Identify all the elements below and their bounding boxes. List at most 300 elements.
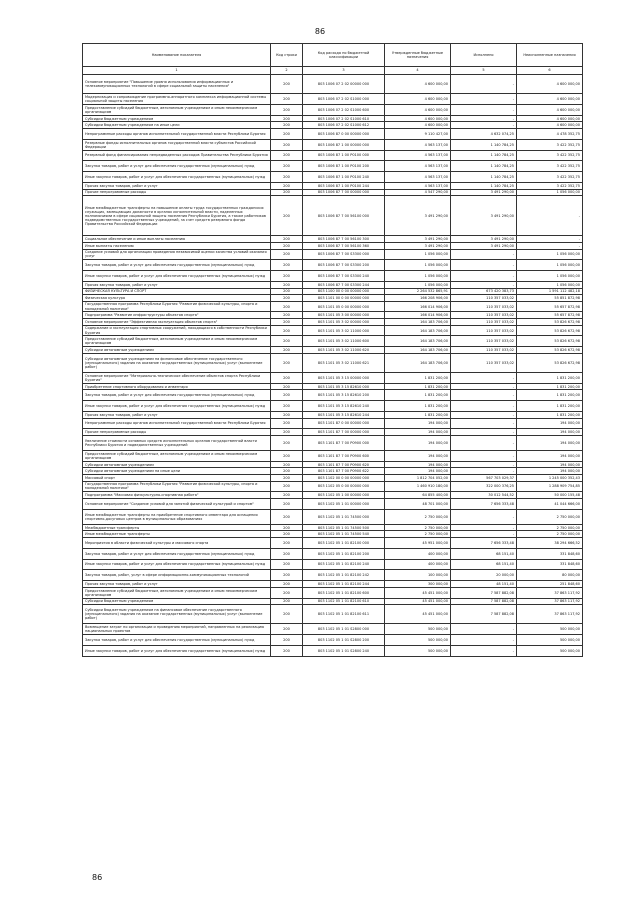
row-approved-value: 300 000,00: [385, 581, 451, 588]
row-line-code: 200: [271, 182, 303, 189]
row-executed-value: -: [451, 461, 517, 468]
row-line-code: 200: [271, 295, 303, 302]
table-row: [83, 383, 583, 390]
row-line-code: 200: [271, 605, 303, 624]
row-remaining-value: 37 863 117,92: [517, 598, 583, 605]
row-remaining-value: 1 056 000,00: [517, 281, 583, 288]
row-budget-code: 803 1102 05 1 01 82100 240: [303, 559, 385, 570]
row-name: Иные выплаты населению: [83, 242, 271, 249]
row-executed-value: 68 151,40: [451, 548, 517, 559]
row-line-code: 200: [271, 587, 303, 598]
row-executed-value: 1 140 784,25: [451, 161, 517, 172]
row-approved-value: 194 000,00: [385, 461, 451, 468]
row-executed-value: -: [451, 271, 517, 282]
table-row: [83, 75, 583, 94]
row-budget-code: 803 1101 05 3 15 82610 244: [303, 412, 385, 419]
row-executed-value: 110 357 033,02: [451, 336, 517, 347]
row-name: Резервный фонд финансирования непредвиденных расходов Правительства Республики Бурятия: [83, 150, 271, 161]
row-executed-value: -: [451, 401, 517, 412]
row-remaining-value: 3 422 352,75: [517, 139, 583, 150]
row-executed-value: 1 140 784,25: [451, 182, 517, 189]
row-approved-value: 4 563 137,00: [385, 150, 451, 161]
row-approved-value: 500 000,00: [385, 635, 451, 646]
table-row: [83, 559, 583, 570]
table-row: [83, 468, 583, 475]
row-remaining-value: 3 422 352,75: [517, 182, 583, 189]
row-line-code: 200: [271, 281, 303, 288]
row-line-code: 200: [271, 498, 303, 509]
table-row: [83, 635, 583, 646]
table-row: [83, 271, 583, 282]
row-executed-value: 673 420 383,73: [451, 288, 517, 295]
row-remaining-value: 1 831 200,00: [517, 383, 583, 390]
row-name: ФИЗИЧЕСКАЯ КУЛЬТУРА И СПОРТ: [83, 288, 271, 295]
row-executed-value: 322 000 376,25: [451, 481, 517, 492]
row-approved-value: 1 812 704 052,00: [385, 475, 451, 482]
row-budget-code: 803 1006 07 2 02 S1000 600: [303, 104, 385, 115]
row-approved-value: 164 183 706,00: [385, 353, 451, 372]
row-budget-code: 803 1006 87 7 00 S3300 000: [303, 249, 385, 260]
row-line-code: 200: [271, 509, 303, 524]
row-approved-value: 4 600 000,00: [385, 115, 451, 122]
row-executed-value: 110 357 033,02: [451, 312, 517, 319]
table-row: [83, 587, 583, 598]
row-line-code: 200: [271, 645, 303, 656]
row-approved-value: 164 183 706,00: [385, 347, 451, 354]
row-approved-value: 100 000,00: [385, 570, 451, 581]
row-approved-value: 194 000,00: [385, 468, 451, 475]
row-approved-value: 4 600 000,00: [385, 94, 451, 105]
row-approved-value: 1 056 000,00: [385, 271, 451, 282]
row-budget-code: 803 1102 00 0 00 00000 000: [303, 475, 385, 482]
row-remaining-value: 194 000,00: [517, 468, 583, 475]
row-executed-value: -: [451, 451, 517, 462]
row-remaining-value: 331 848,60: [517, 559, 583, 570]
row-line-code: 200: [271, 242, 303, 249]
row-executed-value: -: [451, 524, 517, 531]
row-line-code: 200: [271, 531, 303, 538]
row-budget-code: 803 1101 05 3 00 00000 000: [303, 312, 385, 319]
row-budget-code: 803 1101 05 3 15 82610 000: [303, 383, 385, 390]
row-line-code: 200: [271, 559, 303, 570]
row-line-code: 200: [271, 260, 303, 271]
table-row: [83, 645, 583, 656]
row-line-code: 200: [271, 122, 303, 129]
row-remaining-value: 53 826 672,98: [517, 325, 583, 336]
table-row: [83, 336, 583, 347]
row-budget-code: 803 1101 87 7 00 P0900 000: [303, 436, 385, 451]
row-remaining-value: 1 056 000,00: [517, 249, 583, 260]
table-row: [83, 461, 583, 468]
column-number: 4: [385, 67, 451, 75]
row-line-code: 200: [271, 325, 303, 336]
row-budget-code: 803 1102 05 1 01 82100 244: [303, 581, 385, 588]
row-approved-value: 194 000,00: [385, 418, 451, 429]
row-line-code: 200: [271, 429, 303, 436]
table-row: [83, 581, 583, 588]
row-approved-value: 164 183 706,00: [385, 319, 451, 326]
table-row: [83, 196, 583, 236]
row-approved-value: 4 563 137,00: [385, 139, 451, 150]
row-remaining-value: 500 000,00: [517, 635, 583, 646]
row-line-code: 200: [271, 373, 303, 384]
row-budget-code: 803 1101 05 3 15 82610 240: [303, 401, 385, 412]
table-row: [83, 115, 583, 122]
row-line-code: 200: [271, 353, 303, 372]
row-remaining-value: -: [517, 242, 583, 249]
row-executed-value: 68 151,40: [451, 559, 517, 570]
row-approved-value: 2 750 000,00: [385, 509, 451, 524]
row-remaining-value: 53 826 672,98: [517, 336, 583, 347]
row-remaining-value: 1 288 909 754,85: [517, 481, 583, 492]
row-remaining-value: 37 863 117,92: [517, 587, 583, 598]
row-executed-value: -: [451, 635, 517, 646]
row-budget-code: 803 1102 05 1 01 S2800 240: [303, 645, 385, 656]
row-name: Иные закупки товаров, работ и услуг для обеспечения государственных (муниципальных) нужд: [83, 645, 271, 656]
row-approved-value: 400 000,00: [385, 559, 451, 570]
row-budget-code: 803 1006 87 7 00 S3300 240: [303, 271, 385, 282]
table-row: [83, 412, 583, 419]
row-budget-code: 803 1102 05 1 01 74500 000: [303, 509, 385, 524]
row-approved-value: 4 600 000,00: [385, 104, 451, 115]
header-remaining: Неисполненные назначения: [517, 44, 583, 67]
row-line-code: 200: [271, 271, 303, 282]
table-row: [83, 537, 583, 548]
row-approved-value: 3 491 290,00: [385, 196, 451, 236]
row-budget-code: 803 1102 05 1 01 S2800 000: [303, 624, 385, 635]
row-line-code: 200: [271, 401, 303, 412]
row-budget-code: 803 1101 87 7 00 00000 000: [303, 429, 385, 436]
row-remaining-value: 53 826 672,98: [517, 353, 583, 372]
row-line-code: 200: [271, 451, 303, 462]
row-executed-value: -: [451, 260, 517, 271]
row-budget-code: 803 1102 05 1 01 74500 540: [303, 531, 385, 538]
row-remaining-value: 2 750 000,00: [517, 531, 583, 538]
row-line-code: 200: [271, 635, 303, 646]
table-row: [83, 301, 583, 312]
row-name: Непрограммные расходы органов исполнительной государственной власти Республики Бурятия: [83, 418, 271, 429]
row-approved-value: 48 701 000,00: [385, 498, 451, 509]
row-executed-value: -: [451, 75, 517, 94]
row-name: Иные закупки товаров, работ и услуг для обеспечения государственных (муниципальных) нужд: [83, 559, 271, 570]
row-approved-value: 4 547 290,00: [385, 189, 451, 196]
row-executed-value: 110 357 033,02: [451, 353, 517, 372]
row-approved-value: 64 855 400,00: [385, 492, 451, 499]
row-name: Закупка товаров, работ и услуг для обеспечения государственных (муниципальных) нужд: [83, 548, 271, 559]
row-remaining-value: 2 750 000,00: [517, 509, 583, 524]
row-executed-value: -: [451, 104, 517, 115]
table-row: [83, 481, 583, 492]
row-name: Содержание и эксплуатация спортивных сооружений, находящихся в собственности Республики Бурятия: [83, 325, 271, 336]
row-remaining-value: 1 831 200,00: [517, 373, 583, 384]
row-line-code: 200: [271, 548, 303, 559]
row-name: Иные закупки товаров, работ и услуг для обеспечения государственных (муниципальных) нужд: [83, 172, 271, 183]
row-line-code: 200: [271, 383, 303, 390]
row-name: Государственная программа Республики Бурятия "Развитие физической культуры, спорта и молодежной политики": [83, 301, 271, 312]
row-budget-code: 803 1101 87 7 00 P0900 622: [303, 468, 385, 475]
row-line-code: 200: [271, 139, 303, 150]
table-row: [83, 401, 583, 412]
row-approved-value: 45 451 000,00: [385, 587, 451, 598]
row-budget-code: 803 1102 05 0 00 00000 000: [303, 481, 385, 492]
row-remaining-value: 3 422 352,75: [517, 172, 583, 183]
row-name: Мероприятия в области физической культуры и массового спорта: [83, 537, 271, 548]
row-remaining-value: 38 294 666,52: [517, 537, 583, 548]
row-approved-value: 4 600 000,00: [385, 122, 451, 129]
row-executed-value: 567 703 029,37: [451, 475, 517, 482]
row-approved-value: 3 491 290,00: [385, 242, 451, 249]
row-name: Прочая закупка товаров, работ и услуг: [83, 182, 271, 189]
row-name: Прочая закупка товаров, работ и услуг: [83, 581, 271, 588]
row-line-code: 200: [271, 412, 303, 419]
table-row: [83, 150, 583, 161]
row-remaining-value: 1 056 000,00: [517, 271, 583, 282]
row-name: Прочие непрограммные расходы: [83, 189, 271, 196]
row-approved-value: 1 831 200,00: [385, 390, 451, 401]
column-number: 3: [303, 67, 385, 75]
column-number: 2: [271, 67, 303, 75]
table-row: [83, 189, 583, 196]
row-approved-value: 1 831 200,00: [385, 412, 451, 419]
row-name: Закупка товаров, работ и услуг для обеспечения государственных (муниципальных) нужд: [83, 390, 271, 401]
row-approved-value: 500 000,00: [385, 624, 451, 635]
row-executed-value: 1 140 784,25: [451, 139, 517, 150]
row-line-code: 200: [271, 172, 303, 183]
row-executed-value: 48 151,40: [451, 581, 517, 588]
row-name: Субсидии автономным учреждениям на иные цели: [83, 468, 271, 475]
row-approved-value: 1 056 000,00: [385, 249, 451, 260]
table-row: [83, 509, 583, 524]
row-line-code: 200: [271, 115, 303, 122]
table-row: [83, 624, 583, 635]
row-approved-value: 164 183 706,00: [385, 336, 451, 347]
row-budget-code: 803 1101 05 3 15 00000 000: [303, 373, 385, 384]
header-line-code: Код строки: [271, 44, 303, 67]
row-executed-value: -: [451, 624, 517, 635]
table-row: [83, 475, 583, 482]
row-executed-value: -: [451, 436, 517, 451]
row-line-code: 200: [271, 581, 303, 588]
row-budget-code: 803 1006 07 2 02 S1000 000: [303, 94, 385, 105]
row-remaining-value: -: [517, 236, 583, 243]
row-remaining-value: 3 422 352,75: [517, 150, 583, 161]
table-row: [83, 249, 583, 260]
row-remaining-value: 50 000 155,48: [517, 492, 583, 499]
row-executed-value: -: [451, 390, 517, 401]
row-approved-value: 2 750 000,00: [385, 524, 451, 531]
table-row: [83, 281, 583, 288]
row-line-code: 200: [271, 196, 303, 236]
table-row: [83, 94, 583, 105]
row-approved-value: 4 563 137,00: [385, 161, 451, 172]
row-remaining-value: 1 831 200,00: [517, 390, 583, 401]
row-executed-value: -: [451, 249, 517, 260]
row-name: Субсидии автономным учреждениям: [83, 347, 271, 354]
row-executed-value: 3 491 290,00: [451, 196, 517, 236]
row-executed-value: 7 587 882,08: [451, 598, 517, 605]
row-name: Массовый спорт: [83, 475, 271, 482]
row-line-code: 200: [271, 150, 303, 161]
row-name: Непрограммные расходы органов исполнительной государственной власти Республики Бурятия: [83, 128, 271, 139]
row-executed-value: -: [451, 94, 517, 105]
row-name: Субсидии автономным учреждениям на финансовое обеспечение государственного (муниципального) задания на оказание государственных (муниципальных) услуг (выполнение работ): [83, 353, 271, 372]
table-body: [83, 75, 583, 657]
row-line-code: 200: [271, 319, 303, 326]
row-budget-code: 803 1101 05 3 02 11000 000: [303, 325, 385, 336]
row-budget-code: 803 1101 87 7 00 P0900 620: [303, 461, 385, 468]
table-header-row: [83, 44, 583, 67]
row-budget-code: 803 1006 87 1 00 P0100 200: [303, 161, 385, 172]
row-name: Резервные фонды исполнительных органов государственной власти субъектов Российской Федерации: [83, 139, 271, 150]
row-remaining-value: -: [517, 196, 583, 236]
row-remaining-value: 55 657 872,98: [517, 301, 583, 312]
row-approved-value: 45 451 000,00: [385, 598, 451, 605]
row-name: Возмещение затрат по организации и проведению мероприятий, направленных на реализацию национальных проектов: [83, 624, 271, 635]
row-remaining-value: 194 000,00: [517, 461, 583, 468]
row-executed-value: 1 140 784,25: [451, 172, 517, 183]
row-budget-code: 803 1006 87 7 00 56100 000: [303, 196, 385, 236]
row-executed-value: -: [451, 383, 517, 390]
row-budget-code: 803 1101 05 3 02 11000 600: [303, 336, 385, 347]
row-name: Предоставление субсидий бюджетным, автономным учреждениям и иным некоммерческим организациям: [83, 104, 271, 115]
row-approved-value: 1 056 000,00: [385, 260, 451, 271]
row-line-code: 200: [271, 481, 303, 492]
row-line-code: 200: [271, 249, 303, 260]
row-name: Предоставление субсидий бюджетным, автономным учреждениям и иным некоммерческим организациям: [83, 587, 271, 598]
row-approved-value: 45 451 000,00: [385, 605, 451, 624]
row-line-code: 200: [271, 347, 303, 354]
table-row: [83, 242, 583, 249]
row-name: Основное мероприятие "Эффективная эксплуатация объектов спорта": [83, 319, 271, 326]
table-row: [83, 353, 583, 372]
row-name: Прочие непрограммные расходы: [83, 429, 271, 436]
table-row: [83, 182, 583, 189]
row-budget-code: 803 1102 05 1 01 82100 600: [303, 587, 385, 598]
table-row: [83, 451, 583, 462]
row-name: Иные межбюджетные трансферты на повышение оплаты труда государственных гражданских служащих, замещающих должности в органах исполнительной власти, наделенных полномочиями в сфере социальной защиты населения Республики Бурятия, а также работников подведомственных государственных учреждений, за счет средств резервного фонда Правительства Российской Федерации: [83, 196, 271, 236]
row-approved-value: 1 831 200,00: [385, 401, 451, 412]
row-budget-code: 803 1006 07 2 02 00000 000: [303, 75, 385, 94]
row-line-code: 200: [271, 624, 303, 635]
row-budget-code: 803 1101 05 3 02 00000 000: [303, 319, 385, 326]
row-remaining-value: 4 478 352,75: [517, 128, 583, 139]
header-name: Наименование показателя: [83, 44, 271, 67]
table-row: [83, 122, 583, 129]
row-approved-value: 1 460 910 180,00: [385, 481, 451, 492]
row-remaining-value: 1 245 000 352,43: [517, 475, 583, 482]
row-budget-code: 803 1102 05 1 01 82100 200: [303, 548, 385, 559]
row-line-code: 200: [271, 301, 303, 312]
row-executed-value: 110 357 033,02: [451, 301, 517, 312]
row-remaining-value: 80 000,00: [517, 570, 583, 581]
row-name: Иные закупки товаров, работ и услуг для обеспечения государственных (муниципальных) нужд: [83, 271, 271, 282]
row-name: Основное мероприятие "Материально-техническое обеспечение объектов спорта Республики Бурятия": [83, 373, 271, 384]
row-executed-value: 3 491 290,00: [451, 189, 517, 196]
row-name: Прочая закупка товаров, работ и услуг: [83, 281, 271, 288]
row-line-code: 200: [271, 104, 303, 115]
row-budget-code: 803 1006 87 7 00 S3300 244: [303, 281, 385, 288]
row-budget-code: 803 1006 87 1 00 P0100 240: [303, 172, 385, 183]
row-executed-value: 1 140 784,25: [451, 150, 517, 161]
row-executed-value: 20 000,00: [451, 570, 517, 581]
table-row: [83, 390, 583, 401]
row-executed-value: 110 357 033,02: [451, 347, 517, 354]
row-executed-value: 110 357 033,02: [451, 295, 517, 302]
row-executed-value: -: [451, 122, 517, 129]
row-budget-code: 803 1006 87 7 00 00000 000: [303, 189, 385, 196]
table-row: [83, 436, 583, 451]
row-budget-code: 803 1006 87 1 00 00000 000: [303, 139, 385, 150]
column-number: 1: [83, 67, 271, 75]
row-name: Закупка товаров, работ и услуг для обеспечения государственных (муниципальных) нужд: [83, 260, 271, 271]
row-remaining-value: 500 000,00: [517, 645, 583, 656]
row-line-code: 200: [271, 236, 303, 243]
row-line-code: 200: [271, 161, 303, 172]
row-line-code: 200: [271, 189, 303, 196]
table-row: [83, 347, 583, 354]
row-remaining-value: 3 422 352,75: [517, 161, 583, 172]
row-approved-value: 1 831 200,00: [385, 383, 451, 390]
row-name: Увеличение стоимости основных средств исполнительных органов государственной власти Республики Бурятия и подведомственных учреждений: [83, 436, 271, 451]
row-name: Физическая культура: [83, 295, 271, 302]
row-budget-code: 803 1102 05 1 00 00000 000: [303, 492, 385, 499]
row-remaining-value: 4 600 000,00: [517, 75, 583, 94]
row-remaining-value: 1 056 000,00: [517, 189, 583, 196]
row-name: Подпрограмма "Массовая физкультурно-спортивная работа": [83, 492, 271, 499]
row-name: Межбюджетные трансферты: [83, 524, 271, 531]
row-approved-value: 194 000,00: [385, 451, 451, 462]
row-name: Создание условий для организации проведения независимой оценки качества условий оказания услуг: [83, 249, 271, 260]
row-budget-code: 803 1102 05 1 01 S2800 200: [303, 635, 385, 646]
table-row: [83, 288, 583, 295]
row-budget-code: 803 1100 00 0 00 00000 000: [303, 288, 385, 295]
row-approved-value: 166 208 906,00: [385, 295, 451, 302]
header-approved: Утвержденные бюджетные назначения: [385, 44, 451, 67]
table-row: [83, 161, 583, 172]
row-executed-value: -: [451, 418, 517, 429]
table-row: [83, 373, 583, 384]
table-row: [83, 312, 583, 319]
row-budget-code: 803 1101 05 3 02 11000 620: [303, 347, 385, 354]
row-name: Субсидии автономным учреждениям: [83, 461, 271, 468]
row-remaining-value: 194 000,00: [517, 436, 583, 451]
row-approved-value: 500 000,00: [385, 645, 451, 656]
row-executed-value: -: [451, 645, 517, 656]
row-remaining-value: 331 848,60: [517, 548, 583, 559]
row-line-code: 200: [271, 475, 303, 482]
row-name: Подпрограмма "Развитие инфраструктуры объектов спорта": [83, 312, 271, 319]
table-row: [83, 429, 583, 436]
row-name: Иные закупки товаров, работ и услуг для обеспечения государственных (муниципальных) нужд: [83, 401, 271, 412]
row-executed-value: 3 491 290,00: [451, 242, 517, 249]
page-number-top: 86: [314, 27, 326, 36]
table-row: [83, 139, 583, 150]
row-name: Закупка товаров, работ и услуг для обеспечения государственных (муниципальных) нужд: [83, 161, 271, 172]
row-name: Субсидии бюджетным учреждениям: [83, 115, 271, 122]
row-executed-value: 4 632 074,25: [451, 128, 517, 139]
row-line-code: 200: [271, 288, 303, 295]
row-budget-code: 803 1006 87 1 00 P0100 000: [303, 150, 385, 161]
column-number-row: [83, 67, 583, 75]
row-approved-value: 166 014 906,00: [385, 301, 451, 312]
table-row: [83, 548, 583, 559]
row-executed-value: 30 012 544,52: [451, 492, 517, 499]
row-approved-value: 1 056 000,00: [385, 281, 451, 288]
budget-execution-table: [82, 43, 583, 657]
row-remaining-value: 37 863 117,92: [517, 605, 583, 624]
row-name: Закупка товаров, работ, услуг в сфере информационно-коммуникационных технологий: [83, 570, 271, 581]
row-line-code: 200: [271, 128, 303, 139]
